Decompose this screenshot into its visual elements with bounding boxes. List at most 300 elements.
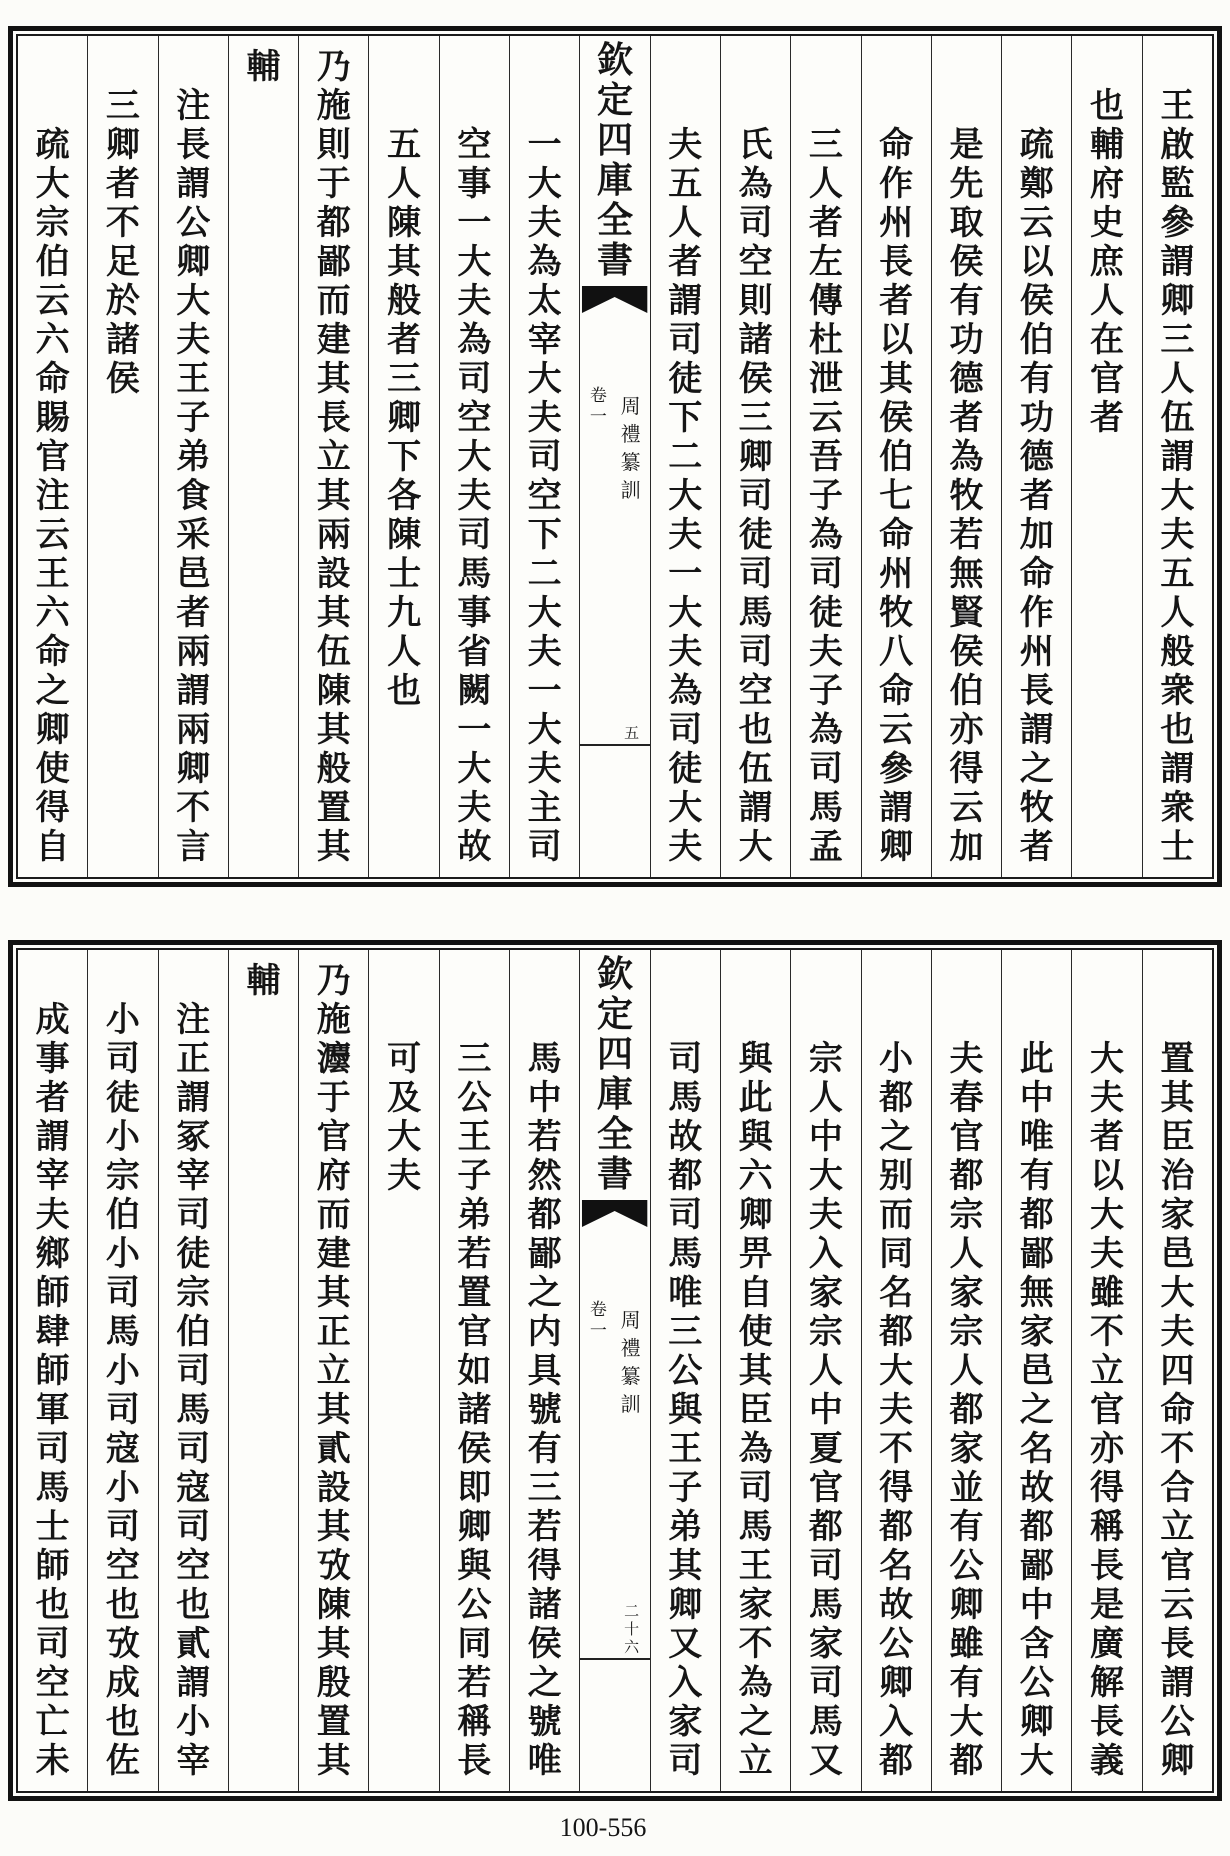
character-glyph: 五	[668, 164, 703, 204]
character-glyph: 夫	[879, 1390, 914, 1430]
character-glyph: 為	[527, 242, 562, 282]
character-glyph: 號	[527, 1390, 562, 1430]
character-glyph: 者	[35, 1078, 70, 1118]
character-glyph: 司	[668, 710, 703, 750]
character-glyph: 其	[316, 593, 351, 633]
character-glyph: 畀	[738, 1234, 773, 1274]
character-glyph: 司	[176, 1351, 211, 1391]
character-glyph: 鄙	[316, 242, 351, 282]
character-glyph: 公	[949, 1546, 984, 1586]
character-glyph: 空	[35, 1663, 70, 1703]
character-glyph: 采	[176, 515, 211, 555]
character-glyph: 左	[808, 242, 843, 282]
character-glyph: 五	[1160, 554, 1195, 594]
leaf-number	[617, 666, 647, 742]
column-text	[651, 1040, 720, 1781]
character-glyph: 司	[105, 1390, 140, 1430]
volume-label	[583, 1300, 613, 1342]
character-glyph: 一	[668, 554, 703, 594]
character-glyph: 公	[668, 1351, 703, 1391]
character-glyph: 内	[527, 1312, 562, 1352]
character-glyph: 疏	[35, 125, 70, 165]
character-glyph: 卿	[457, 1507, 492, 1547]
character-glyph: 伯	[105, 1195, 140, 1235]
text-column	[158, 950, 228, 1791]
character-glyph: 二	[668, 437, 703, 477]
column-text	[510, 126, 579, 867]
character-glyph: 以	[879, 320, 914, 360]
character-glyph: 之	[527, 1273, 562, 1313]
character-glyph: 小	[105, 1468, 140, 1508]
character-glyph: 其	[1160, 1078, 1195, 1118]
character-glyph: 邑	[1019, 1351, 1054, 1391]
character-glyph: 成	[35, 1000, 70, 1040]
column-text	[299, 48, 368, 867]
character-glyph: 謂	[668, 281, 703, 321]
character-glyph: 公	[1019, 1663, 1054, 1703]
book-title	[615, 392, 647, 504]
character-glyph: 士	[35, 1507, 70, 1547]
character-glyph: 殷	[316, 1663, 351, 1703]
column-text	[791, 126, 860, 867]
character-glyph: 寇	[105, 1429, 140, 1469]
character-glyph: 司	[738, 554, 773, 594]
character-glyph: 卿	[949, 1585, 984, 1625]
character-glyph: 云	[35, 515, 70, 555]
character-glyph: 徒	[808, 593, 843, 633]
character-glyph: 師	[35, 1546, 70, 1586]
character-glyph: 侯	[738, 359, 773, 399]
character-glyph: 亦	[949, 710, 984, 750]
character-glyph: 官	[1090, 1390, 1125, 1430]
column-text	[932, 126, 1001, 867]
character-glyph: 而	[316, 281, 351, 321]
character-glyph: 其	[316, 476, 351, 516]
character-glyph: 纂	[620, 1364, 641, 1388]
character-glyph: 家	[738, 1585, 773, 1625]
column-text	[721, 126, 790, 867]
character-glyph: 府	[316, 1156, 351, 1196]
character-glyph: 人	[1090, 281, 1125, 321]
character-glyph: 啟	[1160, 125, 1195, 165]
character-glyph: 官	[1090, 359, 1125, 399]
character-glyph: 都	[808, 1507, 843, 1547]
character-glyph: 宰	[176, 1741, 211, 1781]
character-glyph: 夫	[668, 632, 703, 672]
character-glyph: 大	[949, 1702, 984, 1742]
character-glyph: 陳	[387, 203, 422, 243]
character-glyph: 馬	[176, 1390, 211, 1430]
character-glyph: 小	[176, 1702, 211, 1742]
character-glyph: 夫	[668, 827, 703, 867]
character-glyph: 卿	[35, 710, 70, 750]
character-glyph: 置	[457, 1273, 492, 1313]
character-glyph: 伯	[1019, 320, 1054, 360]
character-glyph: 徒	[176, 1234, 211, 1274]
character-glyph: 謂	[35, 1117, 70, 1157]
character-glyph: 三	[387, 359, 422, 399]
character-glyph: 大	[1090, 1039, 1125, 1079]
character-glyph: 徒	[738, 515, 773, 555]
character-glyph: 義	[1090, 1741, 1125, 1781]
character-glyph: 訓	[620, 1392, 641, 1416]
character-glyph: 中	[808, 1390, 843, 1430]
character-glyph: 之	[527, 1663, 562, 1703]
character-glyph: 夫	[387, 1156, 422, 1196]
character-glyph: 唯	[1019, 1117, 1054, 1157]
text-column	[158, 36, 228, 877]
character-glyph: 春	[949, 1078, 984, 1118]
character-glyph: 故	[457, 827, 492, 867]
character-glyph: 四	[596, 119, 633, 161]
character-glyph: 空	[105, 1546, 140, 1586]
character-glyph: 雖	[1090, 1273, 1125, 1313]
character-glyph: 宗	[176, 1273, 211, 1313]
character-glyph: 命	[1160, 1390, 1195, 1430]
character-glyph: 又	[668, 1624, 703, 1664]
character-glyph: 諸	[527, 1585, 562, 1625]
character-glyph: 夫	[1160, 1312, 1195, 1352]
character-glyph: 長	[316, 398, 351, 438]
character-glyph: 訓	[620, 478, 641, 502]
character-glyph: 夏	[808, 1429, 843, 1469]
character-glyph: 三	[457, 1039, 492, 1079]
character-glyph: 無	[949, 554, 984, 594]
character-glyph: 主	[527, 788, 562, 828]
character-glyph: 者	[1090, 398, 1125, 438]
character-glyph: 長	[1090, 1546, 1125, 1586]
character-glyph: 大	[527, 164, 562, 204]
character-glyph: 三	[527, 1468, 562, 1508]
character-glyph: 設	[316, 554, 351, 594]
character-glyph: 伍	[1160, 398, 1195, 438]
character-glyph: 之	[1019, 1390, 1054, 1430]
character-glyph: 都	[949, 1741, 984, 1781]
text-column	[509, 36, 579, 877]
character-glyph: 宰	[35, 1156, 70, 1196]
character-glyph: 有	[527, 1429, 562, 1469]
character-glyph: 諸	[738, 320, 773, 360]
character-glyph: 肆	[35, 1312, 70, 1352]
character-glyph: 不	[1090, 1312, 1125, 1352]
character-glyph: 人	[808, 1351, 843, 1391]
character-glyph: 庫	[596, 159, 633, 201]
character-glyph: 侯	[949, 242, 984, 282]
character-glyph: 諸	[105, 320, 140, 360]
series-title	[580, 954, 649, 1194]
character-glyph: 吾	[808, 437, 843, 477]
character-glyph: 卷	[589, 1300, 607, 1320]
character-glyph: 邑	[1160, 1234, 1195, 1274]
character-glyph: 子	[808, 476, 843, 516]
character-glyph: 公	[457, 1078, 492, 1118]
character-glyph: 與	[668, 1390, 703, 1430]
character-glyph: 空	[527, 476, 562, 516]
center-column	[579, 36, 649, 877]
character-glyph: 夫	[457, 476, 492, 516]
character-glyph: 下	[668, 398, 703, 438]
character-glyph: 未	[35, 1741, 70, 1781]
character-glyph: 司	[808, 1663, 843, 1703]
character-glyph: 諸	[457, 1390, 492, 1430]
column-text	[862, 126, 931, 867]
character-glyph: 大	[457, 242, 492, 282]
character-glyph: 二	[624, 1602, 640, 1620]
character-glyph: 都	[879, 1312, 914, 1352]
character-glyph: 卿	[1019, 1702, 1054, 1742]
character-glyph: 有	[949, 1507, 984, 1547]
character-glyph: 置	[316, 788, 351, 828]
series-title	[580, 40, 649, 280]
character-glyph: 書	[596, 1153, 633, 1195]
character-glyph: 氏	[738, 125, 773, 165]
character-glyph: 小	[105, 1351, 140, 1391]
text-column	[18, 36, 87, 877]
character-glyph: 若	[457, 1234, 492, 1274]
character-glyph: 同	[879, 1234, 914, 1274]
character-glyph: 與	[738, 1117, 773, 1157]
character-glyph: 一	[589, 1321, 607, 1341]
character-glyph: 馬	[668, 1078, 703, 1118]
character-glyph: 謂	[176, 164, 211, 204]
character-glyph: 侯	[879, 398, 914, 438]
character-glyph: 司	[457, 515, 492, 555]
character-glyph: 鄙	[1019, 1234, 1054, 1274]
character-glyph: 其	[316, 710, 351, 750]
column-text	[721, 1040, 790, 1781]
character-glyph: 子	[808, 671, 843, 711]
character-glyph: 牧	[879, 593, 914, 633]
character-glyph: 大	[738, 827, 773, 867]
character-glyph: 夫	[527, 398, 562, 438]
character-glyph: 全	[596, 199, 633, 241]
character-glyph: 之	[879, 1117, 914, 1157]
character-glyph: 無	[1019, 1273, 1054, 1313]
character-glyph: 二	[527, 554, 562, 594]
text-column	[1001, 950, 1071, 1791]
character-glyph: 官	[35, 437, 70, 477]
character-glyph: 定	[596, 993, 633, 1035]
character-glyph: 立	[316, 1351, 351, 1391]
character-glyph: 司	[176, 1195, 211, 1235]
character-glyph: 省	[457, 632, 492, 672]
character-glyph: 夫	[527, 632, 562, 672]
character-glyph: 貳	[176, 1624, 211, 1664]
character-glyph: 命	[879, 671, 914, 711]
column-text	[1143, 1040, 1212, 1781]
character-glyph: 有	[1019, 359, 1054, 399]
character-glyph: 者	[1019, 476, 1054, 516]
character-glyph: 司	[105, 1507, 140, 1547]
character-glyph: 云	[949, 788, 984, 828]
character-glyph: 卿	[738, 1195, 773, 1235]
character-glyph: 侯	[949, 632, 984, 672]
character-glyph: 此	[1019, 1039, 1054, 1079]
character-glyph: 庶	[1090, 242, 1125, 282]
character-glyph: 大	[668, 476, 703, 516]
character-glyph: 宗	[949, 1195, 984, 1235]
character-glyph: 六	[624, 1638, 640, 1656]
character-glyph: 卿	[879, 1663, 914, 1703]
character-glyph: 徒	[105, 1078, 140, 1118]
character-glyph: 並	[949, 1468, 984, 1508]
character-glyph: 都	[527, 1195, 562, 1235]
character-glyph: 官	[949, 1117, 984, 1157]
upper-leaf-grid	[16, 34, 1214, 879]
character-glyph: 為	[738, 1429, 773, 1469]
character-glyph: 人	[808, 1078, 843, 1118]
character-glyph: 衆	[1160, 671, 1195, 711]
character-glyph: 名	[1019, 1429, 1054, 1469]
character-glyph: 云	[35, 281, 70, 321]
character-glyph: 司	[668, 320, 703, 360]
character-glyph: 宰	[527, 320, 562, 360]
character-glyph: 欽	[596, 953, 633, 995]
character-glyph: 之	[738, 1702, 773, 1742]
character-glyph: 德	[1019, 437, 1054, 477]
character-glyph: 為	[808, 515, 843, 555]
character-glyph: 又	[808, 1741, 843, 1781]
character-glyph: 大	[1090, 1195, 1125, 1235]
character-glyph: 大	[387, 1117, 422, 1157]
column-text	[1072, 1040, 1141, 1781]
character-glyph: 唯	[527, 1741, 562, 1781]
character-glyph: 之	[1019, 749, 1054, 789]
character-glyph: 夫	[1160, 515, 1195, 555]
character-glyph: 司	[668, 1195, 703, 1235]
character-glyph: 謂	[176, 1663, 211, 1703]
character-glyph: 定	[596, 79, 633, 121]
character-glyph: 家	[1019, 1312, 1054, 1352]
character-glyph: 其	[668, 1546, 703, 1586]
character-glyph: 也	[35, 1585, 70, 1625]
character-glyph: 官	[1160, 1546, 1195, 1586]
character-glyph: 乃	[316, 47, 351, 87]
character-glyph: 大	[808, 1156, 843, 1196]
character-glyph: 功	[949, 320, 984, 360]
text-column	[439, 950, 509, 1791]
text-column	[931, 36, 1001, 877]
character-glyph: 家	[808, 1273, 843, 1313]
character-glyph: 乃	[316, 961, 351, 1001]
character-glyph: 空	[176, 1546, 211, 1586]
character-glyph: 夫	[668, 515, 703, 555]
column-text	[88, 87, 157, 399]
character-glyph: 云	[879, 710, 914, 750]
character-glyph: 謂	[738, 788, 773, 828]
character-glyph: 各	[387, 476, 422, 516]
column-text	[862, 1040, 931, 1781]
character-glyph: 都	[668, 1156, 703, 1196]
character-glyph: 中	[1019, 1585, 1054, 1625]
text-column	[931, 950, 1001, 1791]
character-glyph: 都	[316, 203, 351, 243]
character-glyph: 司	[527, 437, 562, 477]
character-glyph: 不	[105, 203, 140, 243]
character-glyph: 鄭	[1019, 164, 1054, 204]
character-glyph: 以	[1090, 1156, 1125, 1196]
character-glyph: 六	[35, 593, 70, 633]
character-glyph: 以	[1019, 242, 1054, 282]
column-text	[18, 1001, 87, 1781]
character-glyph: 王	[457, 1117, 492, 1157]
text-column	[18, 950, 87, 1791]
character-glyph: 士	[387, 554, 422, 594]
character-glyph: 七	[879, 476, 914, 516]
character-glyph: 中	[1019, 1078, 1054, 1118]
character-glyph: 云	[1019, 203, 1054, 243]
character-glyph: 取	[949, 203, 984, 243]
character-glyph: 立	[738, 1741, 773, 1781]
character-glyph: 禮	[620, 1336, 641, 1360]
character-glyph: 人	[949, 1234, 984, 1274]
character-glyph: 伯	[176, 1312, 211, 1352]
column-text	[1143, 87, 1212, 867]
character-glyph: 夫	[457, 788, 492, 828]
character-glyph: 小	[105, 1117, 140, 1157]
character-glyph: 司	[668, 1039, 703, 1079]
character-glyph: 及	[387, 1078, 422, 1118]
character-glyph: 立	[1090, 1351, 1125, 1391]
character-glyph: 冢	[176, 1117, 211, 1157]
character-glyph: 為	[738, 1663, 773, 1703]
character-glyph: 陳	[387, 515, 422, 555]
character-glyph: 别	[879, 1156, 914, 1196]
character-glyph: 其	[316, 1273, 351, 1313]
character-glyph: 空	[738, 242, 773, 282]
center-column	[579, 950, 649, 1791]
character-glyph: 司	[668, 1741, 703, 1781]
character-glyph: 空	[457, 125, 492, 165]
character-glyph: 也	[105, 1585, 140, 1625]
character-glyph: 謂	[176, 671, 211, 711]
character-glyph: 邑	[176, 554, 211, 594]
column-text	[229, 962, 298, 1001]
character-glyph: 其	[316, 1390, 351, 1430]
character-glyph: 禮	[620, 422, 641, 446]
character-glyph: 下	[527, 515, 562, 555]
character-glyph: 弟	[668, 1507, 703, 1547]
character-glyph: 也	[1160, 710, 1195, 750]
character-glyph: 輔	[246, 961, 281, 1001]
character-glyph: 之	[35, 671, 70, 711]
character-glyph: 灋	[316, 1039, 351, 1079]
character-glyph: 解	[1090, 1663, 1125, 1703]
column-text	[159, 1001, 228, 1781]
character-glyph: 德	[949, 359, 984, 399]
character-glyph: 王	[738, 1546, 773, 1586]
character-glyph: 六	[35, 320, 70, 360]
column-text	[18, 126, 87, 867]
character-glyph: 五	[624, 724, 640, 742]
character-glyph: 合	[1160, 1468, 1195, 1508]
column-text	[440, 1040, 509, 1781]
character-glyph: 卿	[105, 125, 140, 165]
text-column	[298, 36, 368, 877]
character-glyph: 夫	[668, 125, 703, 165]
character-glyph: 家	[949, 1273, 984, 1313]
character-glyph: 大	[176, 281, 211, 321]
character-glyph: 小	[879, 1039, 914, 1079]
character-glyph: 人	[668, 203, 703, 243]
character-glyph: 同	[457, 1624, 492, 1664]
character-glyph: 使	[738, 1312, 773, 1352]
character-glyph: 得	[879, 1468, 914, 1508]
character-glyph: 空	[738, 671, 773, 711]
character-glyph: 司	[176, 1507, 211, 1547]
character-glyph: 命	[879, 515, 914, 555]
column-text	[299, 962, 368, 1781]
